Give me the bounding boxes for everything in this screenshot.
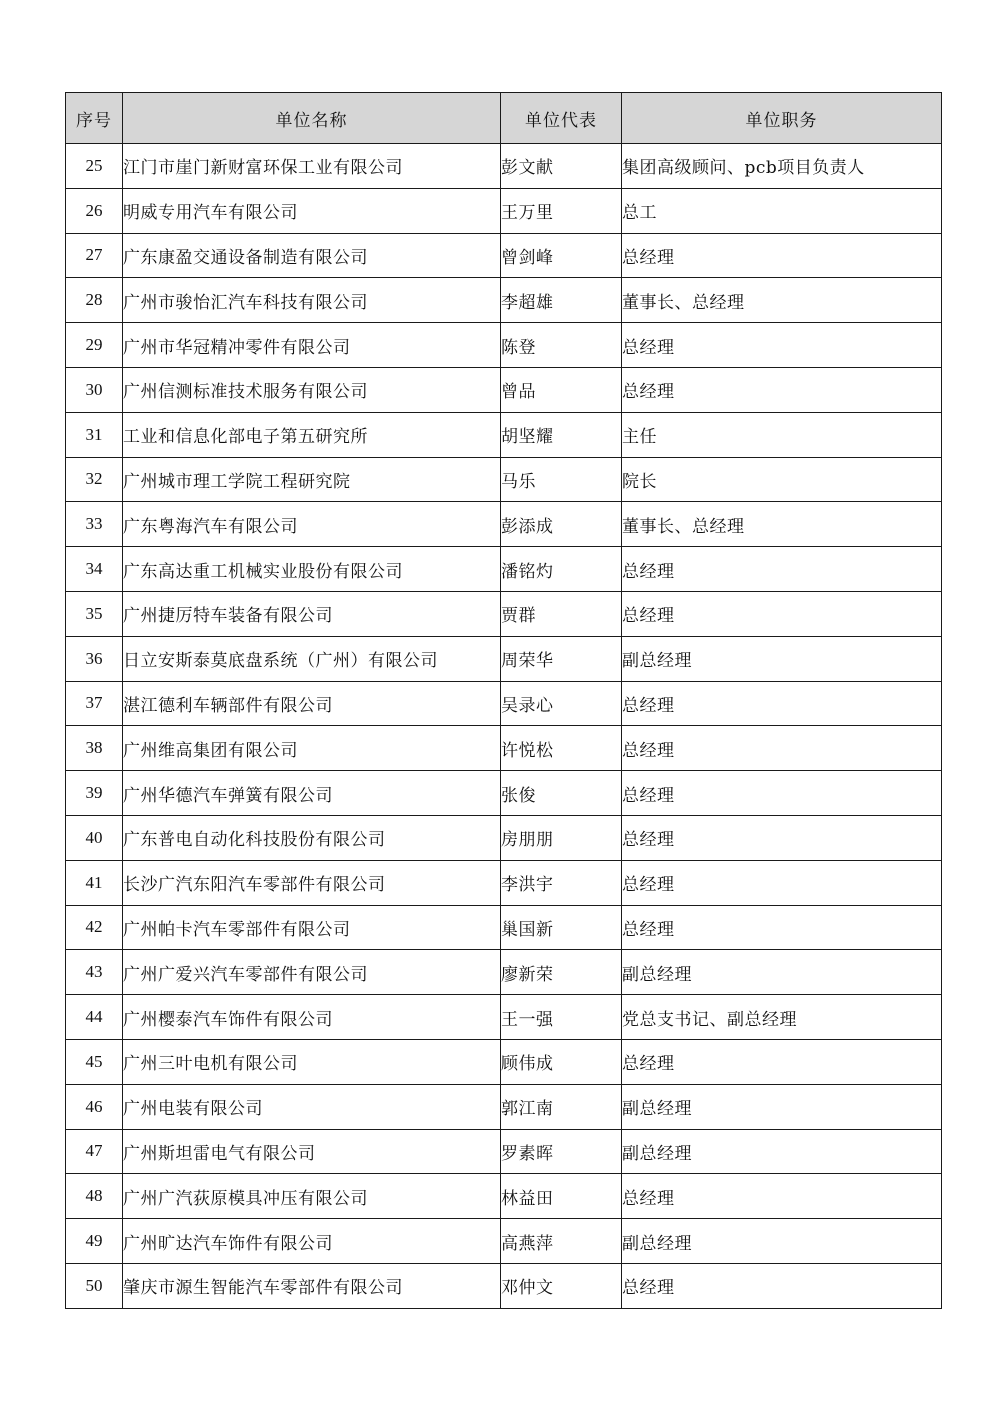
table-row [66, 681, 942, 726]
cell-unit-position: 总工 [622, 188, 942, 233]
cell-unit-position: 总经理 [622, 771, 942, 816]
cell-serial-number: 41 [66, 860, 123, 905]
table-row [66, 547, 942, 592]
cell-serial-number: 28 [66, 278, 123, 323]
cell-unit-representative: 陈登 [501, 323, 622, 368]
cell-unit-representative: 廖新荣 [501, 950, 622, 995]
cell-serial-number: 29 [66, 323, 123, 368]
cell-unit-position: 党总支书记、副总经理 [622, 995, 942, 1040]
cell-unit-name: 广州广汽荻原模具冲压有限公司 [123, 1174, 501, 1219]
table-row [66, 188, 942, 233]
table-row [66, 726, 942, 771]
cell-unit-name: 广州广爱兴汽车零部件有限公司 [123, 950, 501, 995]
table-body [66, 144, 942, 1309]
cell-unit-name: 广州信测标准技术服务有限公司 [123, 367, 501, 412]
cell-unit-representative: 高燕萍 [501, 1219, 622, 1264]
cell-unit-position: 总经理 [622, 681, 942, 726]
cell-unit-representative: 房朋朋 [501, 815, 622, 860]
cell-unit-representative: 巢国新 [501, 905, 622, 950]
table-row [66, 278, 942, 323]
cell-serial-number: 27 [66, 233, 123, 278]
cell-unit-representative: 彭添成 [501, 502, 622, 547]
table-row [66, 1039, 942, 1084]
cell-unit-position: 总经理 [622, 591, 942, 636]
cell-unit-position: 总经理 [622, 815, 942, 860]
cell-unit-position: 副总经理 [622, 636, 942, 681]
cell-unit-representative: 顾伟成 [501, 1039, 622, 1084]
cell-unit-name: 广州市骏怡汇汽车科技有限公司 [123, 278, 501, 323]
cell-unit-name: 广州帕卡汽车零部件有限公司 [123, 905, 501, 950]
table-row [66, 1174, 942, 1219]
cell-unit-position: 总经理 [622, 905, 942, 950]
cell-unit-representative: 曾剑峰 [501, 233, 622, 278]
cell-unit-name: 广东高达重工机械实业股份有限公司 [123, 547, 501, 592]
cell-unit-representative: 张俊 [501, 771, 622, 816]
cell-unit-position: 主任 [622, 412, 942, 457]
cell-unit-representative: 彭文献 [501, 144, 622, 189]
cell-unit-name: 湛江德利车辆部件有限公司 [123, 681, 501, 726]
cell-unit-representative: 马乐 [501, 457, 622, 502]
table-row [66, 591, 942, 636]
cell-unit-position: 副总经理 [622, 1129, 942, 1174]
table-header-row [66, 93, 942, 144]
cell-unit-position: 总经理 [622, 1174, 942, 1219]
cell-unit-position: 副总经理 [622, 1219, 942, 1264]
cell-unit-name: 广州城市理工学院工程研究院 [123, 457, 501, 502]
cell-unit-representative: 潘铭灼 [501, 547, 622, 592]
table-row [66, 144, 942, 189]
table-row [66, 1129, 942, 1174]
cell-unit-position: 副总经理 [622, 1084, 942, 1129]
cell-unit-representative: 曾品 [501, 367, 622, 412]
cell-unit-name: 日立安斯泰莫底盘系统（广州）有限公司 [123, 636, 501, 681]
header-unit-representative: 单位代表 [501, 93, 622, 144]
table-row [66, 636, 942, 681]
cell-serial-number: 25 [66, 144, 123, 189]
member-table [65, 92, 942, 1309]
table-row [66, 323, 942, 368]
cell-unit-name: 广州旷达汽车饰件有限公司 [123, 1219, 501, 1264]
cell-unit-representative: 李洪宇 [501, 860, 622, 905]
table-row [66, 995, 942, 1040]
cell-unit-name: 广州电装有限公司 [123, 1084, 501, 1129]
cell-unit-position: 总经理 [622, 1039, 942, 1084]
header-unit-position: 单位职务 [622, 93, 942, 144]
cell-unit-name: 广州樱泰汽车饰件有限公司 [123, 995, 501, 1040]
table-row [66, 1084, 942, 1129]
cell-unit-representative: 许悦松 [501, 726, 622, 771]
cell-unit-name: 肇庆市源生智能汽车零部件有限公司 [123, 1263, 501, 1308]
cell-unit-name: 广州华德汽车弹簧有限公司 [123, 771, 501, 816]
table-row [66, 950, 942, 995]
table-row [66, 1219, 942, 1264]
cell-unit-representative: 李超雄 [501, 278, 622, 323]
table-row [66, 860, 942, 905]
cell-unit-position: 总经理 [622, 860, 942, 905]
table-row [66, 457, 942, 502]
table-row [66, 771, 942, 816]
cell-unit-position: 总经理 [622, 323, 942, 368]
cell-unit-name: 广州三叶电机有限公司 [123, 1039, 501, 1084]
cell-unit-representative: 王万里 [501, 188, 622, 233]
table-row [66, 815, 942, 860]
cell-serial-number: 48 [66, 1174, 123, 1219]
table-row [66, 367, 942, 412]
table-row [66, 233, 942, 278]
cell-serial-number: 42 [66, 905, 123, 950]
cell-unit-name: 广州市华冠精冲零件有限公司 [123, 323, 501, 368]
table-row [66, 1263, 942, 1308]
cell-unit-position: 总经理 [622, 1263, 942, 1308]
cell-unit-position: 集团高级顾问、pcb项目负责人 [622, 144, 942, 189]
cell-unit-name: 广州捷厉特车装备有限公司 [123, 591, 501, 636]
cell-unit-position: 董事长、总经理 [622, 278, 942, 323]
cell-serial-number: 31 [66, 412, 123, 457]
cell-unit-name: 广东粤海汽车有限公司 [123, 502, 501, 547]
table-row [66, 412, 942, 457]
cell-unit-position: 总经理 [622, 367, 942, 412]
cell-unit-name: 广州斯坦雷电气有限公司 [123, 1129, 501, 1174]
cell-unit-name: 广东康盈交通设备制造有限公司 [123, 233, 501, 278]
cell-unit-name: 广东普电自动化科技股份有限公司 [123, 815, 501, 860]
cell-serial-number: 34 [66, 547, 123, 592]
cell-serial-number: 44 [66, 995, 123, 1040]
cell-unit-name: 江门市崖门新财富环保工业有限公司 [123, 144, 501, 189]
cell-unit-representative: 贾群 [501, 591, 622, 636]
table-row [66, 502, 942, 547]
cell-unit-position: 院长 [622, 457, 942, 502]
cell-unit-position: 董事长、总经理 [622, 502, 942, 547]
cell-serial-number: 35 [66, 591, 123, 636]
cell-unit-position: 总经理 [622, 233, 942, 278]
cell-unit-name: 明威专用汽车有限公司 [123, 188, 501, 233]
cell-unit-representative: 王一强 [501, 995, 622, 1040]
header-serial-number: 序号 [66, 93, 123, 144]
cell-serial-number: 50 [66, 1263, 123, 1308]
cell-serial-number: 32 [66, 457, 123, 502]
cell-unit-name: 工业和信息化部电子第五研究所 [123, 412, 501, 457]
cell-serial-number: 38 [66, 726, 123, 771]
cell-serial-number: 39 [66, 771, 123, 816]
cell-serial-number: 40 [66, 815, 123, 860]
cell-unit-position: 总经理 [622, 726, 942, 771]
cell-unit-name: 广州维高集团有限公司 [123, 726, 501, 771]
cell-unit-name: 长沙广汽东阳汽车零部件有限公司 [123, 860, 501, 905]
cell-unit-representative: 邓仲文 [501, 1263, 622, 1308]
cell-serial-number: 49 [66, 1219, 123, 1264]
cell-unit-position: 总经理 [622, 547, 942, 592]
cell-unit-representative: 周荣华 [501, 636, 622, 681]
cell-serial-number: 37 [66, 681, 123, 726]
cell-unit-representative: 林益田 [501, 1174, 622, 1219]
cell-serial-number: 33 [66, 502, 123, 547]
table-row [66, 905, 942, 950]
cell-serial-number: 45 [66, 1039, 123, 1084]
cell-serial-number: 26 [66, 188, 123, 233]
cell-unit-representative: 吴录心 [501, 681, 622, 726]
cell-serial-number: 36 [66, 636, 123, 681]
cell-unit-representative: 胡坚耀 [501, 412, 622, 457]
cell-serial-number: 30 [66, 367, 123, 412]
cell-unit-representative: 郭江南 [501, 1084, 622, 1129]
cell-serial-number: 47 [66, 1129, 123, 1174]
cell-serial-number: 46 [66, 1084, 123, 1129]
header-unit-name: 单位名称 [123, 93, 501, 144]
cell-serial-number: 43 [66, 950, 123, 995]
cell-unit-position: 副总经理 [622, 950, 942, 995]
cell-unit-representative: 罗素晖 [501, 1129, 622, 1174]
